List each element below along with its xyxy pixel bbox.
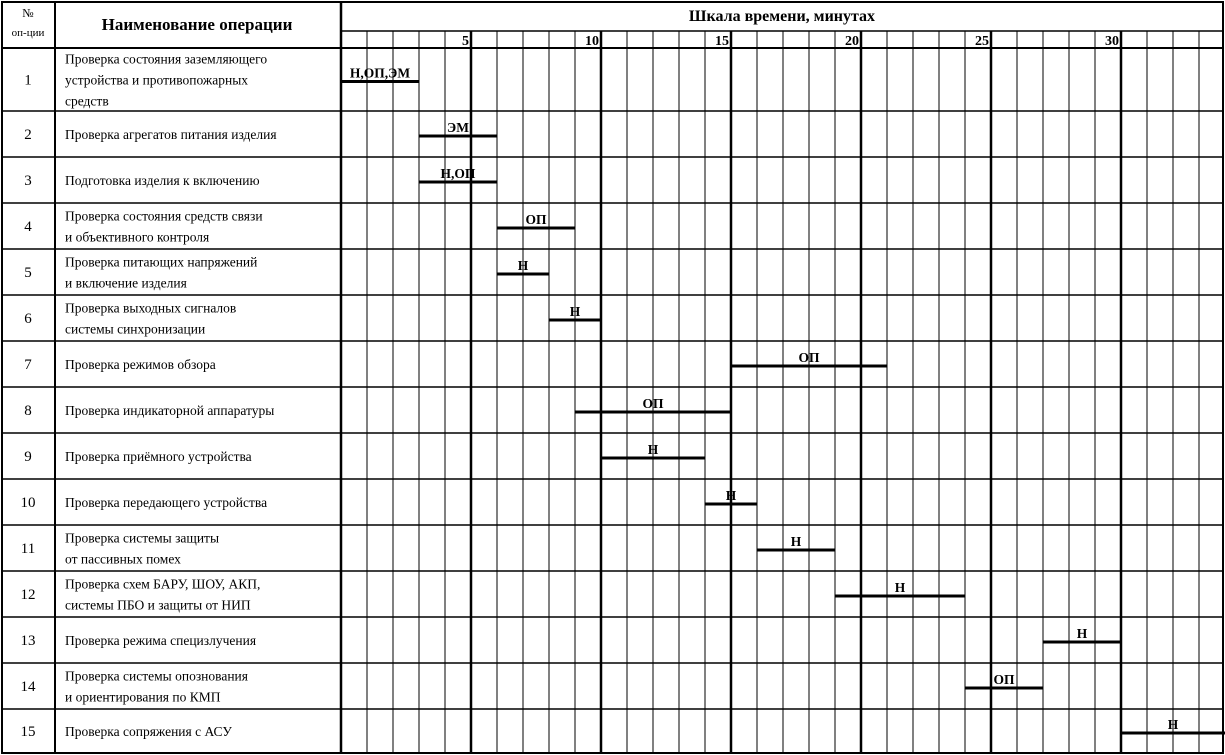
operation-name: системы синхронизации xyxy=(65,321,206,337)
operation-number: 4 xyxy=(24,219,32,235)
col-num-header-line1: № xyxy=(22,6,34,20)
task-bar-label: Н xyxy=(790,534,802,549)
task-bar-label: ОП xyxy=(798,350,820,365)
operation-number: 11 xyxy=(20,541,36,557)
operation-rows xyxy=(21,52,277,741)
task-bar-label: Н xyxy=(517,258,529,273)
operation-name: Проверка режима специзлучения xyxy=(65,633,257,648)
scale-title: Шкала времени, минутах xyxy=(688,8,876,25)
tick-label: 15 xyxy=(715,34,729,49)
task-bar-label: Н,ОП xyxy=(440,166,476,181)
tick-label: 5 xyxy=(462,34,469,49)
task-bar-label: Н xyxy=(1076,626,1088,641)
operation-name: Проверка состояния заземляющего xyxy=(65,51,268,67)
operation-number: 2 xyxy=(24,127,32,143)
time-grid xyxy=(367,31,1199,753)
operation-name: Проверка системы опознования xyxy=(65,668,248,684)
operation-number: 8 xyxy=(24,403,32,419)
operation-name: Проверка питающих напряжений xyxy=(65,254,258,270)
operation-name: от пассивных помех xyxy=(65,551,181,567)
operation-name: устройства и противопожарных xyxy=(65,72,249,88)
operation-number: 9 xyxy=(24,449,32,465)
table-header xyxy=(12,6,875,39)
operation-number: 14 xyxy=(20,679,36,695)
task-bar-label: ЭМ xyxy=(447,120,469,135)
operation-number: 1 xyxy=(24,72,32,89)
operation-name: Проверка сопряжения с АСУ xyxy=(65,724,232,739)
tick-label: 10 xyxy=(585,34,599,49)
operation-name: Проверка индикаторной аппаратуры xyxy=(65,403,275,418)
operation-name: Проверка состояния средств связи xyxy=(65,208,263,224)
operation-name: Проверка системы защиты xyxy=(65,530,220,546)
operation-name: Проверка схем БАРУ, ШОУ, АКП, xyxy=(65,576,261,592)
task-bar-label: ОП xyxy=(993,672,1015,687)
operation-name: системы ПБО и защиты от НИП xyxy=(65,597,251,613)
operation-number: 3 xyxy=(24,173,32,189)
tick-label: 25 xyxy=(975,34,989,49)
operation-name: Проверка приёмного устройства xyxy=(65,449,252,464)
operation-name: и ориентирования по КМП xyxy=(65,689,221,705)
task-bar-label: Н xyxy=(569,304,581,319)
operation-name: и объективного контроля xyxy=(65,229,210,245)
task-bar-label: Н xyxy=(894,580,906,595)
tick-label: 20 xyxy=(845,34,859,49)
tick-label: 30 xyxy=(1105,34,1119,49)
task-bar-label: ОП xyxy=(525,212,547,227)
operation-number: 12 xyxy=(20,587,36,603)
operation-name: средств xyxy=(65,93,109,109)
col-num-header-line2: оп-ции xyxy=(11,27,45,39)
operation-number: 10 xyxy=(20,495,36,511)
col-name-header: Наименование операции xyxy=(101,15,293,34)
task-bar-label: ОП xyxy=(642,396,664,411)
operation-number: 7 xyxy=(24,357,32,373)
operation-name: Проверка выходных сигналов xyxy=(65,300,237,316)
operation-number: 15 xyxy=(20,724,36,740)
operation-number: 13 xyxy=(20,633,36,649)
operation-name: Проверка режимов обзора xyxy=(65,357,216,372)
operation-name: Проверка агрегатов питания изделия xyxy=(65,127,277,142)
operation-number: 6 xyxy=(24,311,32,327)
operation-name: и включение изделия xyxy=(65,275,187,291)
task-bar-label: Н xyxy=(725,488,737,503)
task-bar-label: Н xyxy=(647,442,659,457)
time-ticks xyxy=(462,34,1119,49)
operation-name: Подготовка изделия к включению xyxy=(65,173,260,188)
operation-number: 5 xyxy=(24,265,32,281)
task-bar-label: Н,ОП,ЭМ xyxy=(349,65,411,81)
task-bar-label: Н xyxy=(1167,717,1179,732)
operation-name: Проверка передающего устройства xyxy=(65,495,268,510)
